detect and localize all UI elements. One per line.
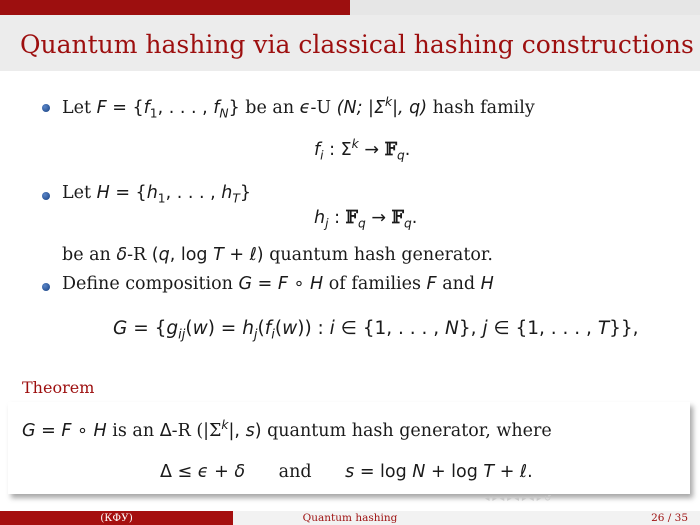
bullet-2-continuation: be an δ-R (q, log T + ℓ) quantum hash generator. (62, 245, 493, 265)
bullet-icon (42, 283, 50, 291)
bullet-3-text: Define composition G = F ∘ H of families F and H (62, 274, 494, 294)
theorem-heading: Theorem (22, 378, 95, 397)
theorem-statement: G = F ∘ H is an Δ-R ($|\Sigma^k|$, s) quantum hash generator, where (22, 418, 552, 441)
bullet-2-text: Let $H = \{h_1$, . . . , $h_T$} (62, 183, 251, 206)
slide-title: Quantum hashing via classical hashing constructions (20, 30, 694, 59)
footer-institution: (КФУ) (0, 511, 233, 525)
theorem-conditions: Δ ≤ ϵ + δ and s = log N + log T + ℓ. (160, 462, 533, 482)
equation-composition: $G = \{g_{ij}(w) = h_j(f_i(w))$ : i ∈ {1, . . . , N}, j ∈ {1, . . . , T}}, (113, 318, 639, 343)
footer-title: Quantum hashing (233, 511, 467, 525)
equation-hj: $h_j$ : 𝔽$_q$ → 𝔽$_q$. (314, 208, 418, 231)
bullet-icon (42, 104, 50, 112)
footer (0, 511, 700, 525)
top-bar (0, 0, 700, 15)
equation-fi: $f_i$ : $\Sigma^k$ → 𝔽$_q$. (314, 137, 411, 163)
bullet-icon (42, 192, 50, 200)
top-bar-left (0, 0, 350, 15)
footer-page-number: 26 / 35 (467, 511, 700, 525)
bullet-1-text: Let $F = \{f_1$, . . . , $f_N$} be an ϵ-U (N; $|\Sigma^k|$, q) hash family (62, 95, 535, 121)
navigation-symbols-icon[interactable]: ◂ ▸ ◂ ▸ ◂ ▸ ◂ ▸ ↺ (485, 494, 552, 504)
top-bar-right (350, 0, 700, 15)
